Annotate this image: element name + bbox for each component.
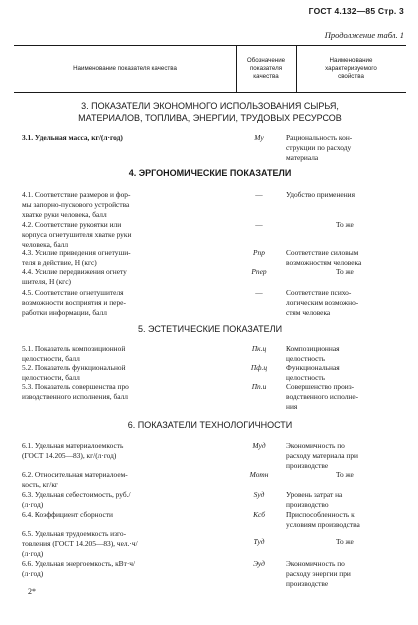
property-cell: Экономичность по расходу энергии при производстве [286, 559, 351, 588]
table-row: 5.1. Показатель композиционной целостности, балл [22, 344, 126, 363]
property-cell: Рациональность кон- струкции по расходу материала [286, 133, 353, 162]
table-row: 6.5. Удельная трудоемкость изго- товления (ГОСТ 14.205—83), чел.·ч/ (л·год) [22, 529, 138, 558]
document-reference: ГОСТ 4.132—85 Стр. 3 [308, 6, 404, 16]
property-cell: Уровень затрат на производство [286, 490, 343, 509]
column-header-designation: Обозначение показателя качества [246, 57, 286, 80]
symbol-cell: Pпр [253, 248, 265, 257]
symbol-cell: Пк.ц [251, 344, 267, 353]
table-row: 4.4. Усилие передвижения огнету шителя, Н (кгс) [22, 267, 127, 286]
symbol-cell: Mуд [252, 441, 266, 450]
property-cell: Приспособленность к условиям производства [286, 510, 360, 529]
table-row: 5.2. Показатель функциональной целостности, балл [22, 363, 126, 382]
table-row: 6.2. Относительная материалоем- кость, кг/кг [22, 470, 128, 489]
symbol-cell: Pпер [251, 267, 267, 276]
section-title-manufacturability: 6. ПОКАЗАТЕЛИ ТЕХНОЛОГИЧНОСТИ [127, 420, 293, 430]
symbol-cell: Tуд [253, 537, 265, 546]
property-cell: То же [336, 220, 354, 229]
property-cell: Композиционная целостность [286, 344, 340, 363]
table-row: 4.5. Соответствие огнетушителя возможности восприятия и пере- работки информации, балл [22, 288, 126, 317]
table-row: 5.3. Показатель совершенства про изводственного исполнения, балл [22, 382, 129, 401]
symbol-cell: — [255, 190, 263, 199]
symbol-cell: Пп.и [251, 382, 267, 391]
property-cell: Удобство применения [286, 190, 356, 199]
symbol-cell: Mу [254, 133, 264, 142]
section-title-economy: 3. ПОКАЗАТЕЛИ ЭКОНОМНОГО ИСПОЛЬЗОВАНИЯ СЫРЬЯ, МАТЕРИАЛОВ, ТОПЛИВА, ЭНЕРГИИ, ТРУДОВЫХ РЕСУРСОВ [78, 101, 342, 123]
table-header [14, 45, 406, 93]
property-cell: Соответствие силовым возможностям человека [286, 248, 362, 267]
table-row: 4.3. Усилие приведения огнетуши- теля в действие, Н (кгс) [22, 248, 131, 267]
property-cell: Соответствие психо- логическим возможно- стям человека [286, 288, 359, 317]
table-row: 6.3. Удельная себестоимость, руб./ (л·год) [22, 490, 131, 509]
symbol-cell: Kсб [253, 510, 265, 519]
table-continuation-label: Продолжение табл. 1 [324, 30, 404, 40]
table-row: 3.1. Удельная масса, кг/(л·год) [22, 133, 123, 142]
symbol-cell: Пф.ц [250, 363, 268, 372]
section-title-aesthetic: 5. ЭСТЕТИЧЕСКИЕ ПОКАЗАТЕЛИ [137, 324, 283, 334]
symbol-cell: Mотн [249, 470, 269, 479]
property-cell: Функциональная целостность [286, 363, 340, 382]
property-cell: Совершенство произ- водственного исполне- ния [286, 382, 359, 411]
symbol-cell: Sуд [253, 490, 265, 499]
table-row: 6.6. Удельная энергоемкость, кВт·ч/ (л·год) [22, 559, 136, 578]
property-cell: То же [336, 470, 354, 479]
column-header-indicator-name: Наименование показателя качества [73, 65, 177, 73]
property-cell: Экономичность по расходу материала при производстве [286, 441, 358, 470]
table-row: 4.1. Соответствие размеров и фор- мы запорно-пускового устройства хватке руки человека, балл [22, 190, 131, 219]
page-number: 2* [28, 587, 36, 596]
symbol-cell: — [255, 220, 263, 229]
property-cell: То же [336, 267, 354, 276]
symbol-cell: — [255, 288, 263, 297]
symbol-cell: Эуд [253, 559, 265, 568]
table-row: 6.4. Коэффициент сборности [22, 510, 113, 519]
table-row: 4.2. Соответствие рукоятки или корпуса огнетушителя хватке руки человека, балл [22, 220, 132, 249]
section-title-ergonomic: 4. ЭРГОНОМИЧЕСКИЕ ПОКАЗАТЕЛИ [128, 168, 292, 178]
column-header-property: Наименование характеризуемого свойства [325, 57, 377, 80]
property-cell: То же [336, 537, 354, 546]
table-row: 6.1. Удельная материалоемкость (ГОСТ 14.205—83), кг/(л·год) [22, 441, 124, 460]
